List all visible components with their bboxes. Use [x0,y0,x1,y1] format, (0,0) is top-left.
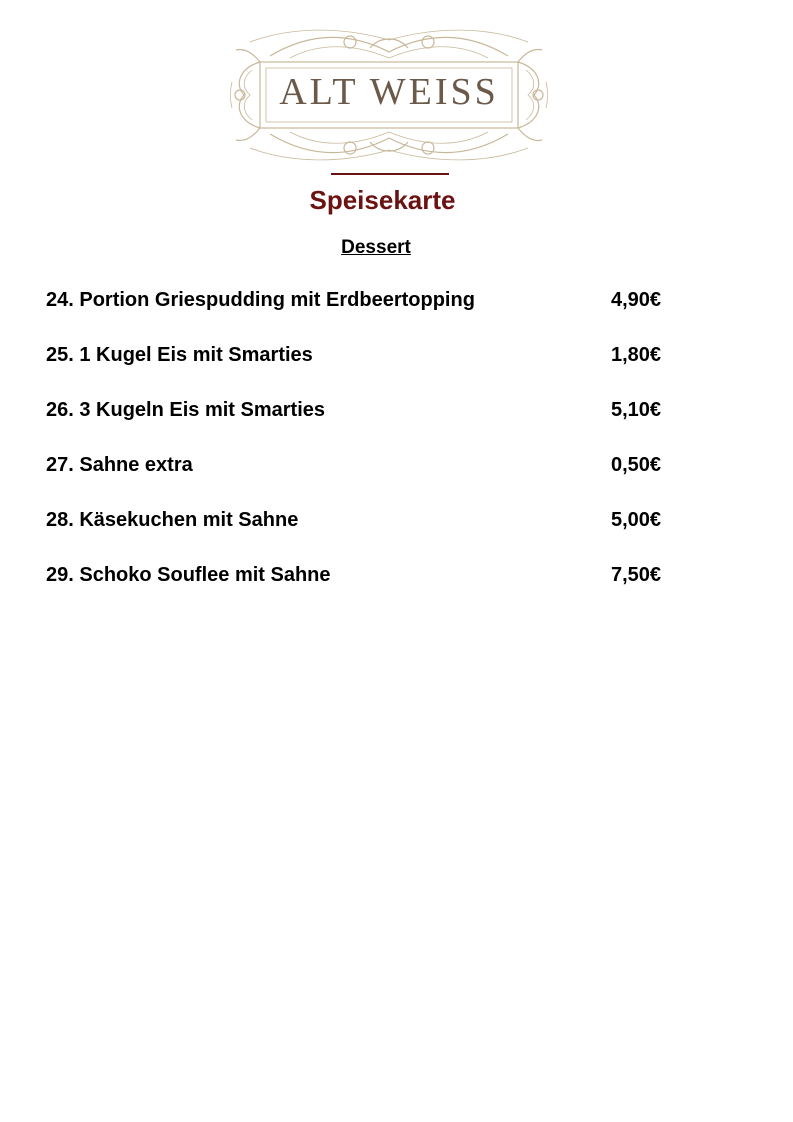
logo [230,22,548,164]
page-title: Speisekarte [309,185,456,215]
menu-item-price: 7,50€ [611,564,662,586]
menu-item-name: 27. Sahne extra [46,454,193,476]
menu-list [46,286,686,616]
logo-text: ALT WEISS [279,71,499,113]
title-divider [331,173,449,175]
menu-item-price: 4,90€ [611,289,662,311]
menu-item-name: 28. Käsekuchen mit Sahne [46,509,299,531]
menu-item-name: 25. 1 Kugel Eis mit Smarties [46,344,313,366]
section-title: Dessert [341,237,411,258]
menu-item [46,561,686,616]
menu-item-name: 24. Portion Griespudding mit Erdbeertopping [46,289,475,311]
menu-item [46,506,686,561]
menu-item-price: 5,10€ [611,399,662,421]
menu-item [46,451,686,506]
menu-item-price: 5,00€ [611,509,662,531]
menu-item-price: 0,50€ [611,454,662,476]
menu-item-price: 1,80€ [611,344,662,366]
menu-item [46,286,686,341]
menu-item [46,396,686,451]
menu-item [46,341,686,396]
menu-item-name: 29. Schoko Souflee mit Sahne [46,564,331,586]
menu-item-name: 26. 3 Kugeln Eis mit Smarties [46,399,325,421]
